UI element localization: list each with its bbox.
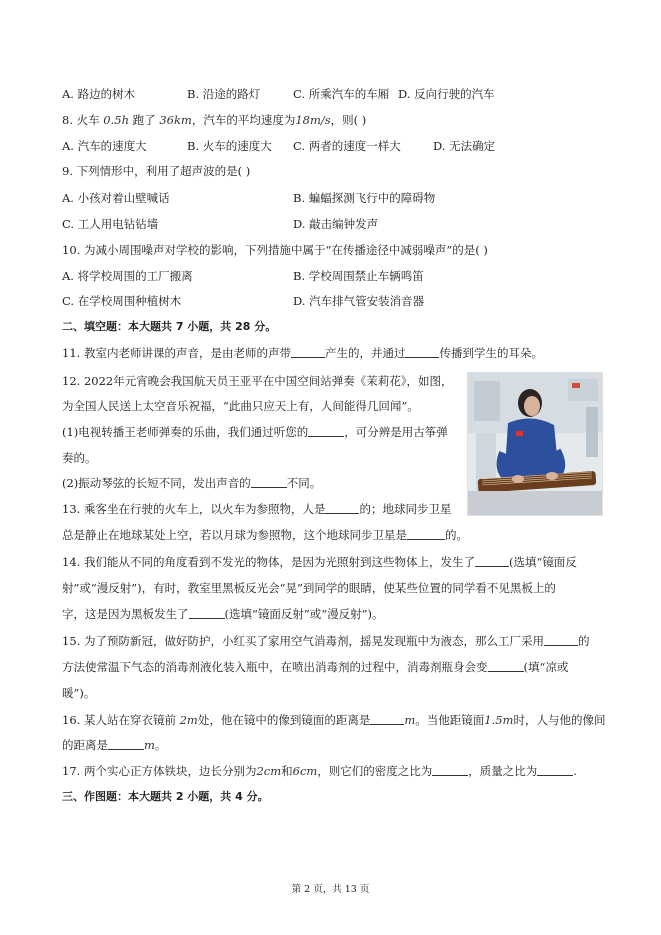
q9-stem: 9. 下列情形中，利用了超声波的是( ) xyxy=(62,164,251,178)
q7-option-d: D. 反向行驶的汽车 xyxy=(398,87,495,101)
q12-line-3 xyxy=(62,424,448,440)
q15-line-2 xyxy=(62,659,568,675)
q10-stem: 10. 为减小周围噪声对学校的影响，下列措施中属于“在传播途径中减弱噪声”的是( ) xyxy=(62,243,488,257)
q13-blank-2[interactable] xyxy=(407,527,445,540)
section-heading-drawing: 三、作图题：本大题共 2 小题，共 4 分。 xyxy=(62,790,269,803)
q12-line-5-text-a: (2)振动琴弦的长短不同，发出声音的 xyxy=(62,476,251,490)
q17-math-1: 2cm xyxy=(256,764,282,778)
q13-line-2-text-a: 总是静止在地球某处上空，若以月球为参照物，这个地球同步卫星是 xyxy=(62,528,407,542)
q16-blank-1[interactable] xyxy=(370,712,404,725)
q14-line-3-text-a: 字，这是因为黑板发生了 xyxy=(62,607,189,621)
q16-math-4: m xyxy=(144,738,155,752)
q8-option-c: C. 两者的速度一样大 xyxy=(293,139,401,153)
q11 xyxy=(62,345,543,361)
q12-line-1: 12. 2022年元宵晚会我国航天员王亚平在中国空间站弹奏《茉莉花》，如图， xyxy=(62,374,453,388)
q8-number: 8. xyxy=(62,113,73,127)
q16-text-4: 时，人与他的像间 xyxy=(513,713,606,727)
q16-line-2-text-a: 的距离是 xyxy=(62,738,108,752)
q8-math-2: 36km xyxy=(159,113,192,127)
q10-option-b: B. 学校周围禁止车辆鸣笛 xyxy=(293,269,424,283)
q11-text-2: 产生的，并通过 xyxy=(324,346,406,360)
q14-line-3 xyxy=(62,606,384,622)
q7-option-b: B. 沿途的路灯 xyxy=(187,87,261,101)
astronaut-guzheng-photo xyxy=(467,372,603,516)
q17-blank-2[interactable] xyxy=(537,763,573,776)
q16-math-3: 1.5m xyxy=(484,713,514,727)
q8-stem xyxy=(62,112,366,128)
q16-blank-2[interactable] xyxy=(108,737,144,750)
q12-line-5-text-b: 不同。 xyxy=(286,476,322,490)
q11-text-3: 传播到学生的耳朵。 xyxy=(439,346,543,360)
q13-line-2 xyxy=(62,527,468,543)
q8-text-4: ，则( ) xyxy=(330,113,367,127)
q8-text-2: 跑了 xyxy=(132,113,156,127)
q16-text-2: 处，他在镜中的像到镜面的距离是 xyxy=(197,713,371,727)
q14-line-1-text-a: 14. 我们能从不同的角度看到不发光的物体，是因为光照射到这些物体上，发生了 xyxy=(62,555,475,569)
q15-line-2-text-a: 方法使常温下气态的消毒剂液化装入瓶中，在喷出消毒剂的过程中，消毒剂瓶身会变 xyxy=(62,660,488,674)
q13-line-1-text-b: 的；地球同步卫星 xyxy=(359,502,452,516)
q7-option-a: A. 路边的树木 xyxy=(62,87,136,101)
q14-line-3-text-b: (选填“镜面反射”或“漫反射”)。 xyxy=(224,607,384,621)
page-number-footer: 第 2 页，共 13 页 xyxy=(291,884,370,895)
q8-math-1: 0.5h xyxy=(103,113,129,127)
q15-blank-2[interactable] xyxy=(488,659,524,672)
q12-line-3-text-a: (1)电视转播王老师弹奏的乐曲，我们通过听您的 xyxy=(62,425,309,439)
q17-text-5: . xyxy=(573,764,577,778)
q9-option-d: D. 敲击编钟发声 xyxy=(293,217,379,231)
q11-text-1: 11. 教室内老师讲课的声音，是由老师的声带 xyxy=(62,346,291,360)
q17-text-1: 17. 两个实心正方体铁块，边长分别为 xyxy=(62,764,257,778)
q16-text-5: 。 xyxy=(154,738,167,752)
q12-line-3-text-b: ，可分辨是用古筝弹 xyxy=(344,425,448,439)
q15-line-2-text-b: (填“凉或 xyxy=(523,660,569,674)
q16-math-2: m xyxy=(404,713,416,727)
q14-line-2: 射”或“漫反射”)，有时，教室里黑板反光会“晃”到同学的眼睛，使某些位置的同学看不见黑板上的 xyxy=(62,581,556,595)
q16-text-3: 。当他距镜面 xyxy=(415,713,485,727)
q13-line-1-text-a: 13. 乘客坐在行驶的火车上，以火车为参照物，人是 xyxy=(62,502,326,516)
q17 xyxy=(62,763,577,779)
q15-blank-1[interactable] xyxy=(544,633,578,646)
q12-line-2: 为全国人民送上太空音乐祝福，“此曲只应天上有，人间能得几回闻”。 xyxy=(62,399,419,413)
q8-text-1: 火车 xyxy=(76,113,100,127)
q14-blank-1[interactable] xyxy=(475,554,509,567)
q8-option-b: B. 火车的速度大 xyxy=(187,139,272,153)
q17-text-4: ，质量之比为 xyxy=(468,764,538,778)
q10-option-d: D. 汽车排气管安装消音器 xyxy=(293,294,425,308)
q16-line-2 xyxy=(62,737,166,753)
q11-blank-1[interactable] xyxy=(291,345,325,358)
q8-text-3: ，汽车的平均速度为 xyxy=(191,113,296,127)
q17-blank-1[interactable] xyxy=(432,763,468,776)
q12-blank-1[interactable] xyxy=(308,424,344,437)
q11-blank-2[interactable] xyxy=(405,345,439,358)
q16-line-1 xyxy=(62,712,605,728)
q15-line-1 xyxy=(62,633,589,649)
q8-option-d: D. 无法确定 xyxy=(433,139,496,153)
q12-blank-2[interactable] xyxy=(251,475,287,488)
section-heading-fill-in: 二、填空题：本大题共 7 小题，共 28 分。 xyxy=(62,320,277,333)
q12-line-4: 奏的。 xyxy=(62,451,97,465)
q13-blank-1[interactable] xyxy=(325,501,359,514)
q13-line-1 xyxy=(62,501,451,517)
q16-math-1: 2m xyxy=(179,713,198,727)
q15-line-1-text-a: 15. 为了预防新冠，做好防护，小红买了家用空气消毒剂，摇晃发现瓶中为液态，那么工厂采用 xyxy=(62,634,544,648)
q13-line-2-text-b: 的。 xyxy=(445,528,468,542)
q15-line-1-text-b: 的 xyxy=(577,634,590,648)
q8-option-a: A. 汽车的速度大 xyxy=(62,139,147,153)
q9-option-b: B. 蝙蝠探测飞行中的障碍物 xyxy=(293,191,436,205)
q14-line-1-text-b: (选填“镜面反 xyxy=(508,555,577,569)
q7-option-c: C. 所乘汽车的车厢 xyxy=(293,87,390,101)
q12-line-5 xyxy=(62,475,321,491)
q9-option-c: C. 工人用电钻钻墙 xyxy=(62,217,159,231)
q14-blank-2[interactable] xyxy=(189,606,225,619)
q10-option-a: A. 将学校周围的工厂搬离 xyxy=(62,269,193,283)
q17-math-2: 6cm xyxy=(292,764,318,778)
q17-text-3: ，则它们的密度之比为 xyxy=(317,764,433,778)
q14-line-1 xyxy=(62,554,577,570)
q10-option-c: C. 在学校周围种植树木 xyxy=(62,294,182,308)
q15-line-3: 暖”)。 xyxy=(62,686,96,700)
q16-text-1: 16. 某人站在穿衣镜前 xyxy=(62,713,176,727)
q9-option-a: A. 小孩对着山壁喊话 xyxy=(62,191,170,205)
q8-math-3: 18m/s xyxy=(295,113,331,127)
q17-text-2: 和 xyxy=(281,764,293,778)
